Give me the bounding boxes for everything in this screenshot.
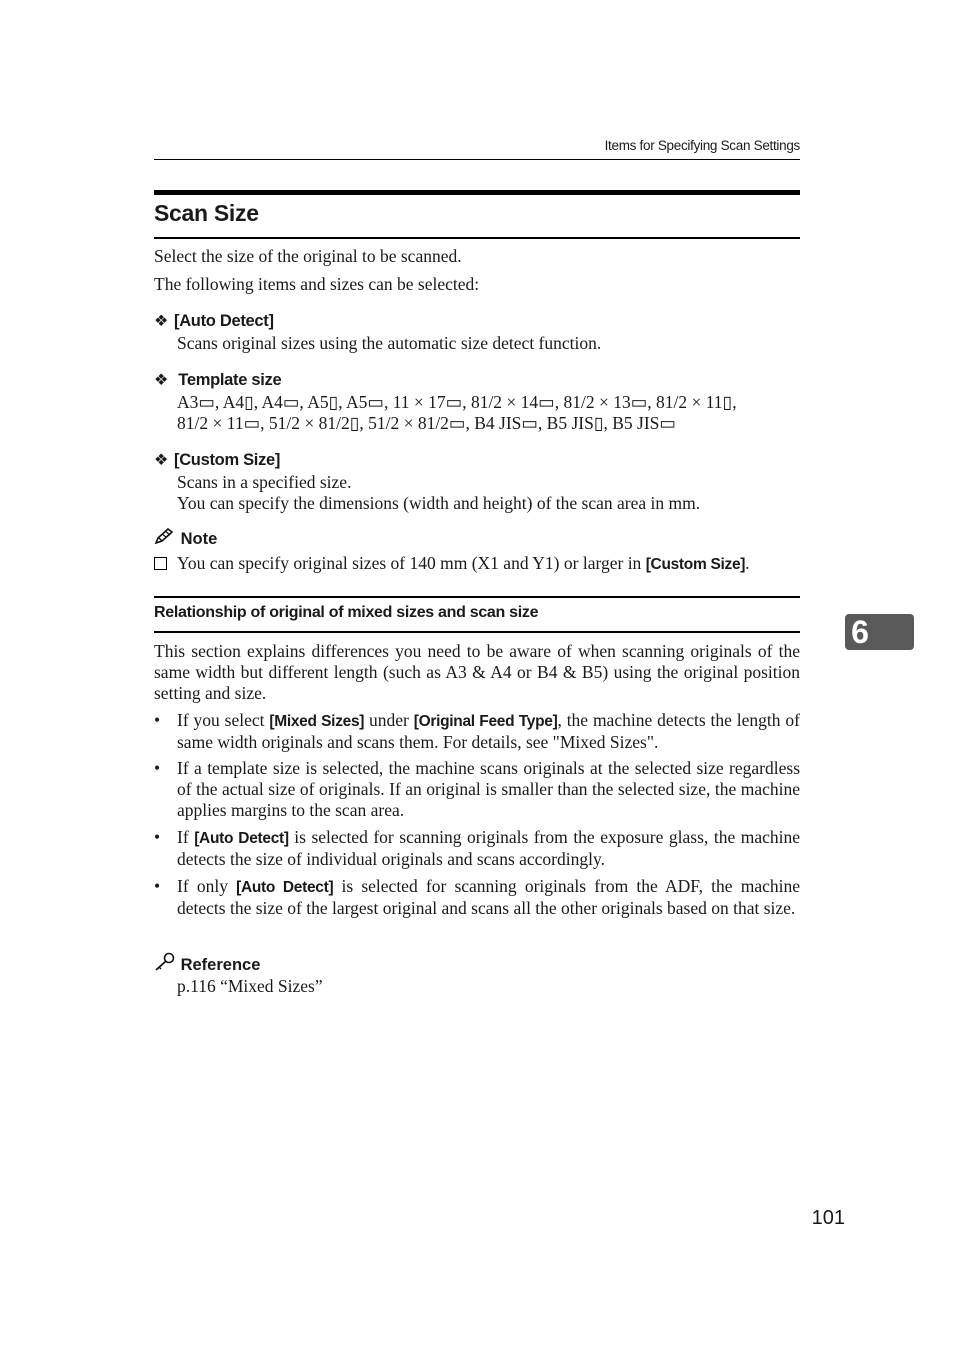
section-title: Scan Size xyxy=(154,200,259,226)
template-size-heading xyxy=(154,370,281,390)
bullet-icon: • xyxy=(154,876,161,896)
subsection-rule-bottom xyxy=(154,631,800,633)
auto-detect-heading xyxy=(154,311,274,331)
note-text: You can specify original sizes of 140 mm (X1 and Y1) or larger in xyxy=(177,553,646,573)
diamond-cross-icon: ❖ xyxy=(154,372,169,389)
template-size-line-1: A3▭, A4▯, A4▭, A5▯, A5▭, 11 × 17▭, 81/2 × 14▭, 81/2 × 13▭, 81/2 × 11▯, xyxy=(177,392,737,412)
magnifier-key-icon xyxy=(154,956,181,974)
bullet-text: If you select [Mixed Sizes] under [Original Feed Type], the machine detects the length of same width originals and scans them. For details, see "Mixed Sizes". xyxy=(177,710,800,752)
header-rule xyxy=(154,159,800,160)
note-key: [Custom Size] xyxy=(645,556,746,573)
note-heading xyxy=(154,528,217,549)
diamond-cross-icon: ❖ xyxy=(154,452,169,469)
bullet-icon: • xyxy=(154,710,161,730)
custom-size-heading xyxy=(154,450,280,470)
bullet-icon: • xyxy=(154,758,161,778)
diamond-cross-icon: ❖ xyxy=(154,313,169,330)
title-rule-top xyxy=(154,190,800,195)
note-item xyxy=(154,553,800,574)
template-size-label: Template size xyxy=(178,371,282,389)
intro-line-1: Select the size of the original to be scanned. xyxy=(154,246,462,266)
bullet-text: If a template size is selected, the machine scans originals at the selected size regardless of the actual size of originals. If an original is smaller than the selected size, the machine applies margins to the scan area. xyxy=(177,758,800,820)
chapter-number: 6 xyxy=(851,614,869,650)
subsection-rule-top xyxy=(154,596,800,598)
subsection-paragraph: This section explains differences you need to be aware of when scanning originals of the same width but different length (such as A3 & A4 or B4 & B5) using the original position setting and size. xyxy=(154,641,800,703)
subsection-title: Relationship of original of mixed sizes and scan size xyxy=(154,604,539,621)
intro-line-2: The following items and sizes can be selected: xyxy=(154,274,480,294)
custom-size-label: [Custom Size] xyxy=(174,451,281,469)
bullet-text: If only [Auto Detect] is selected for scanning originals from the ADF, the machine detects the size of the largest original and scans all the other originals based on that size. xyxy=(177,876,800,918)
reference-label: Reference xyxy=(180,956,261,974)
chapter-tab xyxy=(845,614,914,650)
note-text-end: . xyxy=(745,553,750,573)
page-number: 101 xyxy=(811,1207,845,1229)
bullet-text: If [Auto Detect] is selected for scanning originals from the exposure glass, the machine detects the size of individual originals and scans accordingly. xyxy=(177,827,801,869)
note-label: Note xyxy=(180,530,218,548)
title-rule-bottom xyxy=(154,237,800,239)
reference-heading xyxy=(154,952,260,975)
checkbox-icon xyxy=(154,557,167,570)
running-header: Items for Specifying Scan Settings xyxy=(604,138,800,153)
custom-size-body-1: Scans in a specified size. xyxy=(177,472,352,492)
auto-detect-label: [Auto Detect] xyxy=(174,312,274,330)
pencil-icon xyxy=(154,530,181,548)
custom-size-body-2: You can specify the dimensions (width and height) of the scan area in mm. xyxy=(177,493,701,513)
reference-link[interactable]: p.116 “Mixed Sizes” xyxy=(177,976,323,996)
auto-detect-body: Scans original sizes using the automatic size detect function. xyxy=(177,333,602,353)
template-size-line-2: 81/2 × 11▭, 51/2 × 81/2▯, 51/2 × 81/2▭, B4 JIS▭, B5 JIS▯, B5 JIS▭ xyxy=(177,413,676,433)
bullet-icon: • xyxy=(154,827,161,847)
